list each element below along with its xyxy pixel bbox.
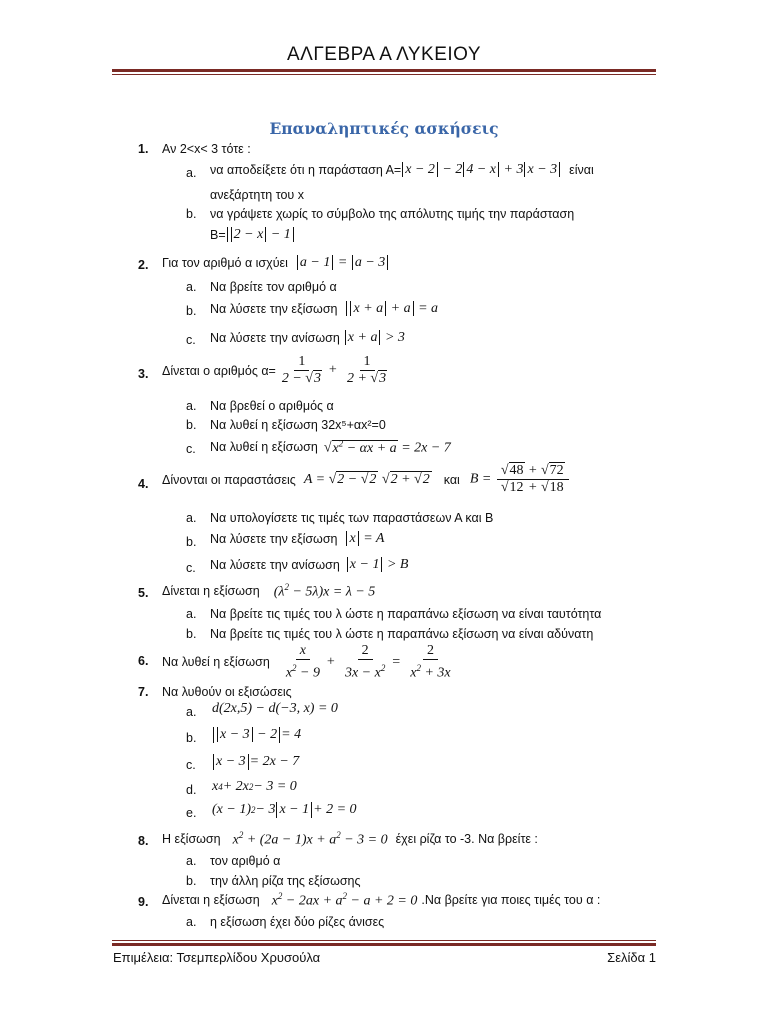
header-title: ΑΛΓΕΒΡΑ Α ΛΥΚΕΙΟΥ <box>286 44 482 65</box>
exercise-text: Δίνεται ο αριθμός α= $\frac{1}{2 - √3}$ + $\frac{1}{2 + √3}$ <box>162 354 393 387</box>
math-expression: $x^2 - 2ax + a^2 - a + 2 = 0$ <box>271 891 418 909</box>
math-expression: x − 3 − 2 = 4 <box>212 727 301 743</box>
item-label: a. <box>186 854 197 868</box>
item-label: a. <box>186 511 197 525</box>
footer-rule <box>112 943 656 946</box>
item-label: b. <box>186 731 197 745</box>
exercise-number: 9. <box>138 895 149 909</box>
math-expression: $√x^2 - \alpha x + a = 2x - 7$ <box>323 438 451 456</box>
math-expression: x − 3 = 2x − 7 <box>212 754 299 770</box>
math-expression: 2 − x − 1 <box>226 227 295 243</box>
item-text: Να βρείτε τις τιμές του λ ώστε η παραπάνω εξίσωση να είναι αδύνατη <box>210 627 594 641</box>
exercise-number: 3. <box>138 367 149 381</box>
exercise-text: Η εξίσωση $x^2 + (2a - 1)x + a^2 - 3 = 0$ έχει ρίζα το -3. Να βρείτε : <box>162 830 538 848</box>
exercise-number: 6. <box>138 654 149 668</box>
item-text: να αποδείξετε ότι η παράσταση Α= x − 2 − 2 4 − x + 3 x − 3 είναι <box>210 162 594 177</box>
math-expression: (x − 1) 2 − 3 x − 1 + 2 = 0 <box>212 802 357 817</box>
item-text: Να λύσετε την εξίσωση x + a + a = a <box>210 301 439 316</box>
item-text: Να βρείτε τις τιμές του λ ώστε η παραπάνω εξίσωση να είναι ταυτότητα <box>210 607 602 621</box>
footer-rule-thin <box>112 940 656 941</box>
exercise-text: Δίνεται η εξίσωση $(\lambda^2 - 5\lambda)x = \lambda - 5$ <box>162 582 376 600</box>
exercise-number: 8. <box>138 834 149 848</box>
item-label: a. <box>186 705 197 719</box>
item-label: b. <box>186 535 197 549</box>
item-label: c. <box>186 758 196 772</box>
item-text-cont: ανεξάρτητη του x <box>210 188 304 202</box>
header-rule <box>112 69 656 72</box>
item-label: b. <box>186 627 197 641</box>
exercise-text: Αν 2<x< 3 τότε : <box>162 142 251 156</box>
item-label: a. <box>186 915 197 929</box>
document-title: Επαναληπτικές ασκήσεις <box>269 119 499 138</box>
item-text: Να βρείτε τον αριθμό α <box>210 280 337 294</box>
item-text: η εξίσωση έχει δύο ρίζες άνισες <box>210 915 385 929</box>
item-label: b. <box>186 304 197 318</box>
exercise-number: 7. <box>138 685 149 699</box>
math-expression: A = √2 − √2 √2 + √2 <box>303 471 430 487</box>
exercise-text: Δίνεται η εξίσωση $x^2 - 2ax + a^2 - a + 2 = 0$ .Να βρείτε για ποιες τιμές του α : <box>162 891 601 909</box>
math-expression: d(2x,5) − d(−3, x) = 0 <box>212 701 338 716</box>
header-rule-thin <box>112 74 656 75</box>
item-label: a. <box>186 280 197 294</box>
item-text: Να βρεθεί ο αριθμός α <box>210 399 334 413</box>
exercise-number: 4. <box>138 477 149 491</box>
math-expression: $x^2 + (2a - 1)x + a^2 - 3 = 0$ <box>232 830 388 848</box>
item-text: τον αριθμό α <box>210 854 281 868</box>
math-expression: x − 2 − 2 4 − x + 3 x − 3 <box>401 162 561 178</box>
item-label: c. <box>186 442 196 456</box>
item-text: Να λύσετε την ανίσωση x − 1 > B <box>210 557 409 572</box>
footer-page-number: Σελίδα 1 <box>607 950 656 965</box>
item-label: b. <box>186 874 197 888</box>
footer-author: Επιμέλεια: Τσεμπερλίδου Χρυσούλα <box>113 950 321 965</box>
item-label: c. <box>186 561 196 575</box>
item-text-cont: Β= 2 − x − 1 <box>210 227 295 243</box>
math-expression: x + a > 3 <box>344 330 405 346</box>
item-text: να γράψετε χωρίς το σύμβολο της απόλυτης τιμής την παράσταση <box>210 207 575 221</box>
math-expression: x − 1 > B <box>346 557 409 573</box>
item-text: την άλλη ρίζα της εξίσωσης <box>210 874 361 888</box>
item-label: b. <box>186 418 197 432</box>
math-expression: x 4 + 2x 2 − 3 = 0 <box>212 779 297 794</box>
item-label: a. <box>186 607 197 621</box>
exercise-number: 2. <box>138 258 149 272</box>
item-label: b. <box>186 207 197 221</box>
item-label: a. <box>186 166 197 180</box>
item-label: e. <box>186 806 197 820</box>
exercise-text: Δίνονται οι παραστάσεις A = √2 − √2 √2 + √2 και B = $\frac{√48 + √72}{√12 + √18}$ <box>162 463 571 496</box>
exercise-text: Να λυθούν οι εξισώσεις <box>162 685 292 699</box>
item-text: Να υπολογίσετε τις τιμές των παραστάσεων Α και Β <box>210 511 494 525</box>
math-expression: $(\lambda^2 - 5\lambda)x = \lambda - 5$ <box>273 582 376 600</box>
item-text: Να λύσετε την ανίσωση x + a > 3 <box>210 330 405 345</box>
math-expression: x = A <box>345 531 384 547</box>
item-label: a. <box>186 399 197 413</box>
exercise-number: 1. <box>138 142 149 156</box>
item-text: Να λύσετε την εξίσωση x = A <box>210 531 385 546</box>
math-expression: $\frac{x}{x^2 - 9}$ + $\frac{2}{3x - x^2}$ = $\frac{2}{x^2 + 3x}$ <box>285 643 451 681</box>
item-text: Να λυθεί η εξίσωση $√x^2 - \alpha x + a = 2x - 7$ <box>210 438 451 456</box>
item-label: d. <box>186 783 197 797</box>
exercise-text: Για τον αριθμό α ισχύει a − 1 = a − 3 <box>162 255 389 271</box>
math-expression: a − 1 = a − 3 <box>296 255 389 271</box>
math-expression: B = $\frac{√48 + √72}{√12 + √18}$ <box>470 463 571 496</box>
exercise-text: Να λυθεί η εξίσωση $\frac{x}{x^2 - 9}$ + $\frac{2}{3x - x^2}$ = $\frac{2}{x^2 + 3x}$ <box>162 643 457 682</box>
item-label: c. <box>186 333 196 347</box>
exercise-number: 5. <box>138 586 149 600</box>
item-text: Να λυθεί η εξίσωση 32x⁵+αx²=0 <box>210 418 386 432</box>
math-expression: $\frac{1}{2 - √3}$ + $\frac{1}{2 + √3}$ <box>281 354 387 386</box>
math-expression: x + a + a = a <box>345 301 438 317</box>
